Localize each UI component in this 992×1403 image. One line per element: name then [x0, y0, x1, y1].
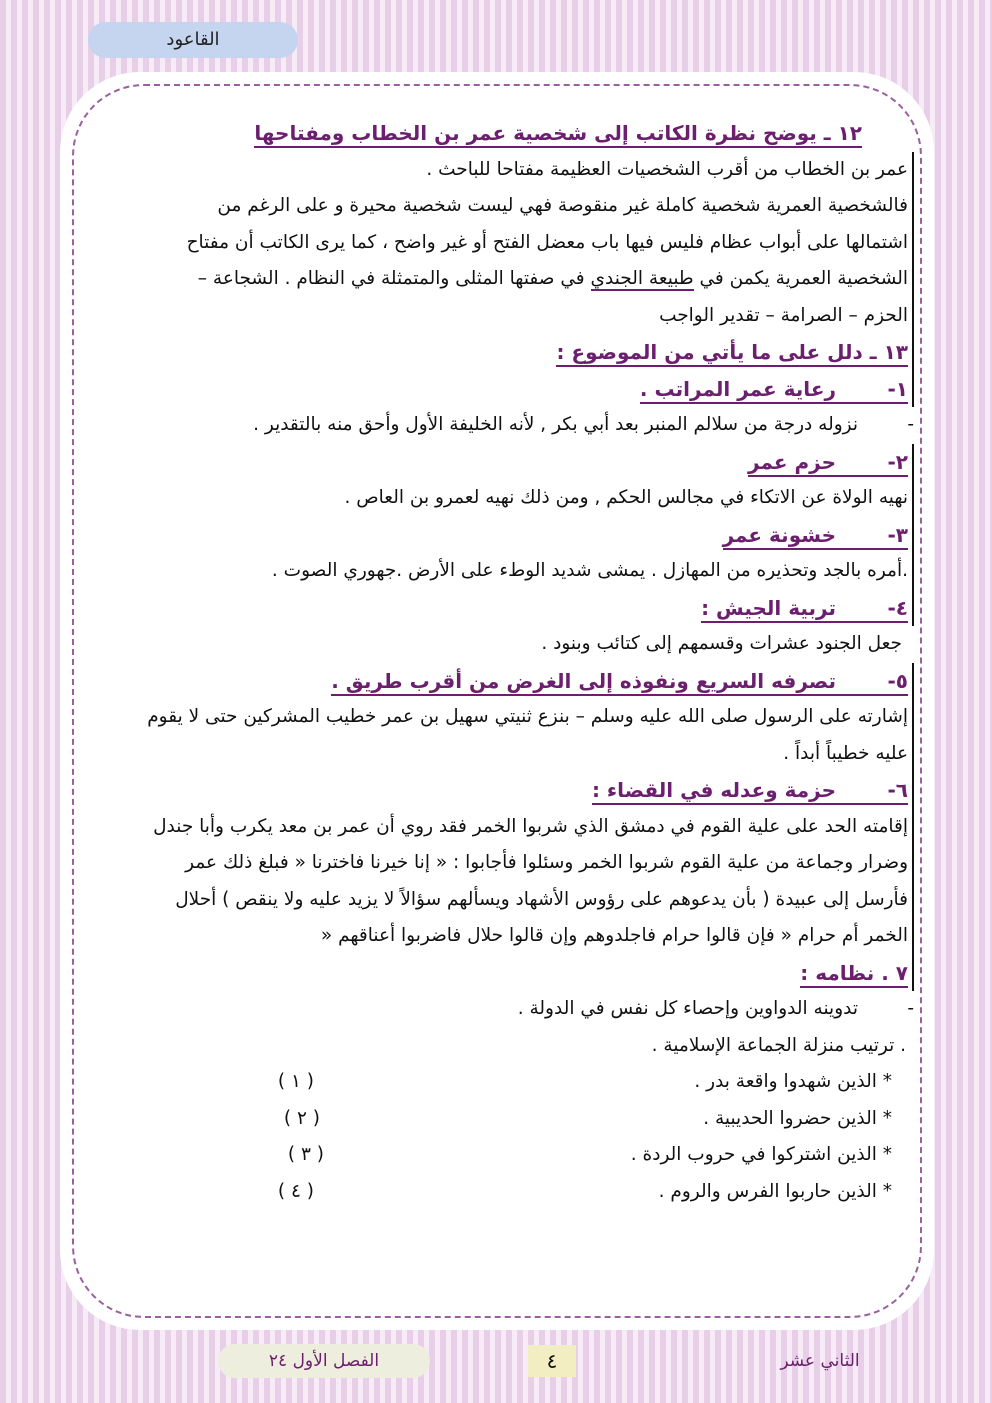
- question-12-heading: ١٢ ـ يوضح نظرة الكاتب إلى شخصية عمر بن الخطاب ومفتاحها: [76, 115, 914, 152]
- item-3-heading: ٣-خشونة عمر: [76, 517, 914, 554]
- rank-row: [76, 1174, 914, 1211]
- item-6-text: الخمر أم حرام « فإن قالوا حرام فاجلدوهم وإن قالوا حلال فاضربوا أعناقهم «: [76, 918, 914, 955]
- item-6-text: إقامته الحد على علية القوم في دمشق الذي شربوا الخمر فقد روي أن عمر بن معد يكرب وأبا جندل: [76, 809, 914, 846]
- rank-number: ( ٢ ): [283, 1107, 320, 1129]
- footer-grade: الثاني عشر: [780, 1351, 860, 1371]
- rank-text: * الذين حضروا الحديبية .: [703, 1107, 892, 1129]
- header-tag: القاعود: [88, 22, 298, 58]
- rank-text: * الذين شهدوا واقعة بدر .: [694, 1071, 892, 1092]
- page-number: ٤: [528, 1345, 576, 1377]
- item-2-text: نهيه الولاة عن الاتكاء في مجالس الحكم , ومن ذلك نهيه لعمرو بن العاص .: [76, 480, 914, 517]
- rank-row: [76, 1064, 914, 1101]
- item-4-text: جعل الجنود عشرات وقسمهم إلى كتائب وبنود .: [541, 633, 902, 654]
- q12-line: اشتمالها على أبواب عظام فليس فيها باب معضل الفتح أو غير واضح ، كما يرى الكاتب أن مفتاح: [76, 225, 914, 262]
- rank-row: [76, 1137, 914, 1174]
- item-1-heading: ١-رعاية عمر المراتب .: [76, 371, 914, 408]
- item-7-text: -تدوينه الدواوين وإحصاء كل نفس في الدولة .: [517, 998, 914, 1019]
- key-phrase: طبيعة الجندي: [590, 268, 694, 289]
- rank-text: * الذين حاربوا الفرس والروم .: [658, 1180, 892, 1202]
- q12-line: الشخصية العمرية يكمن في طبيعة الجندي في صفتها المثلى والمتمثلة في النظام . الشجاعة –: [76, 261, 914, 298]
- question-13-heading: ١٣ ـ دلل على ما يأتي من الموضوع :: [76, 334, 914, 371]
- item-2-heading: ٢-حزم عمر: [76, 444, 914, 481]
- item-5-text: عليه خطيباً أبداً .: [76, 736, 914, 773]
- q12-line: فالشخصية العمرية شخصية كاملة غير منقوصة فهي ليست شخصية محيرة و على الرغم من: [76, 188, 914, 225]
- footer-semester: الفصل الأول ٢٤: [218, 1344, 430, 1378]
- item-7-text: . ترتيب منزلة الجماعة الإسلامية .: [651, 1034, 906, 1056]
- document-body: [76, 115, 914, 1210]
- rank-number: ( ٣ ): [287, 1144, 324, 1165]
- q12-line: عمر بن الخطاب من أقرب الشخصيات العظيمة مفتاحا للباحث .: [76, 152, 914, 189]
- item-1-text: -نزوله درجة من سلالم المنبر بعد أبي بكر , لأنه الخليفة الأول وأحق منه بالتقدير .: [253, 414, 914, 435]
- rank-number: ( ٤ ): [277, 1180, 314, 1202]
- item-3-text: .أمره بالجد وتحذيره من المهازل . يمشى شديد الوطء على الأرض .جهوري الصوت .: [76, 553, 914, 590]
- item-6-text: وضرار وجماعة من علية القوم شربوا الخمر وسئلوا فأجابوا : « إنا خيرنا فاخترنا « فبلغ ذلك عمر: [76, 845, 914, 882]
- item-6-heading: ٦-حزمة وعدله في القضاء :: [76, 772, 914, 809]
- q12-line: الحزم – الصرامة – تقدير الواجب: [76, 298, 914, 335]
- rank-number: ( ١ ): [277, 1071, 314, 1092]
- rank-text: * الذين اشتركوا في حروب الردة .: [630, 1144, 892, 1165]
- item-7-heading: ٧ . نظامه :: [76, 955, 914, 992]
- rank-row: [76, 1101, 914, 1138]
- item-5-text: إشارته على الرسول صلى الله عليه وسلم – بنزع ثنيتي سهيل بن عمر خطيب المشركين حتى لا يقوم: [76, 699, 914, 736]
- item-6-text: فأرسل إلى عبيدة ( بأن يدعوهم على رؤوس الأشهاد ويسألهم سؤالاً لا يزيد عليه ولا ينقص ) أحلال: [76, 882, 914, 919]
- item-5-heading: ٥-تصرفه السريع ونفوذه إلى الغرض من أقرب طريق .: [76, 663, 914, 700]
- item-4-heading: ٤-تربية الجيش :: [76, 590, 914, 627]
